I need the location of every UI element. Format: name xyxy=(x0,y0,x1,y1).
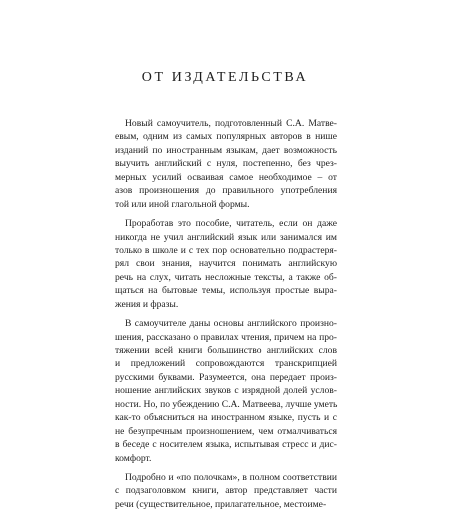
text-line: в беседе с носителем языка, испытывая стресс и дис- xyxy=(115,439,337,451)
text-line: изданий по иностранным языкам, дает возможность xyxy=(115,144,337,156)
paragraph xyxy=(115,317,337,465)
text-line: шения, рассказано о правилах чтения, причем на про- xyxy=(115,331,337,343)
page-title: ОТ ИЗДАТЕЛЬСТВА xyxy=(141,70,309,85)
text-line: щаться на бытовые темы, используя простые выра- xyxy=(115,285,337,297)
text-line: не безупречным произношением, чем отмалчиваться xyxy=(115,425,337,437)
text-line: ности. Но, по убеждению С.А. Матвеева, лучше уметь xyxy=(115,398,338,410)
text-line: рял свои знания, научится понимать английскую xyxy=(115,258,337,270)
paragraph xyxy=(115,217,337,311)
text-line: Подробно и «по полочкам», в полном соответствии xyxy=(125,471,337,483)
text-line: тяжении всей книги большинство английских слов xyxy=(115,345,337,356)
text-line: евым, одним из самых популярных авторов в нише xyxy=(115,131,337,143)
text-line: мерных усилий осваивая самое необходимое – от xyxy=(115,171,337,183)
text-line: речь на слух, читать несложные тексты, а также об- xyxy=(115,271,337,283)
body-text xyxy=(115,117,337,511)
text-line: выучить английский с нуля, постепенно, без чрез- xyxy=(115,158,337,170)
text-line: комфорт. xyxy=(115,452,152,464)
text-line: речи (существительное, прилагательное, местоиме- xyxy=(115,498,327,510)
text-line: русскими буквами. Разумеется, она передает произ- xyxy=(115,371,337,383)
text-line: никогда не учил английский язык или занимался им xyxy=(115,231,337,243)
text-line: В самоучителе даны основы английского произно- xyxy=(125,318,337,330)
text-line: Проработав это пособие, читатель, если он даже xyxy=(125,218,337,230)
text-line: Новый самоучитель, подготовленный С.А. Матве- xyxy=(125,118,337,129)
text-line: ношение английских звуков с изрядной долей услов- xyxy=(115,385,337,397)
paragraph xyxy=(115,471,337,511)
text-line: с подзаголовком книги, автор представляет части xyxy=(115,485,337,497)
text-line: как-то объясниться на иностранном языке, пусть и с xyxy=(115,412,337,424)
text-line: азов произношения до правильного употребления xyxy=(115,185,337,197)
paragraph xyxy=(115,117,337,211)
text-line: только в школе и с тех пор основательно подрастеря- xyxy=(115,244,337,256)
text-line: той или иной глагольной формы. xyxy=(115,198,250,210)
text-line: жения и фразы. xyxy=(115,298,179,310)
text-line: и предложений сопровождаются транскрипцией xyxy=(115,358,337,370)
